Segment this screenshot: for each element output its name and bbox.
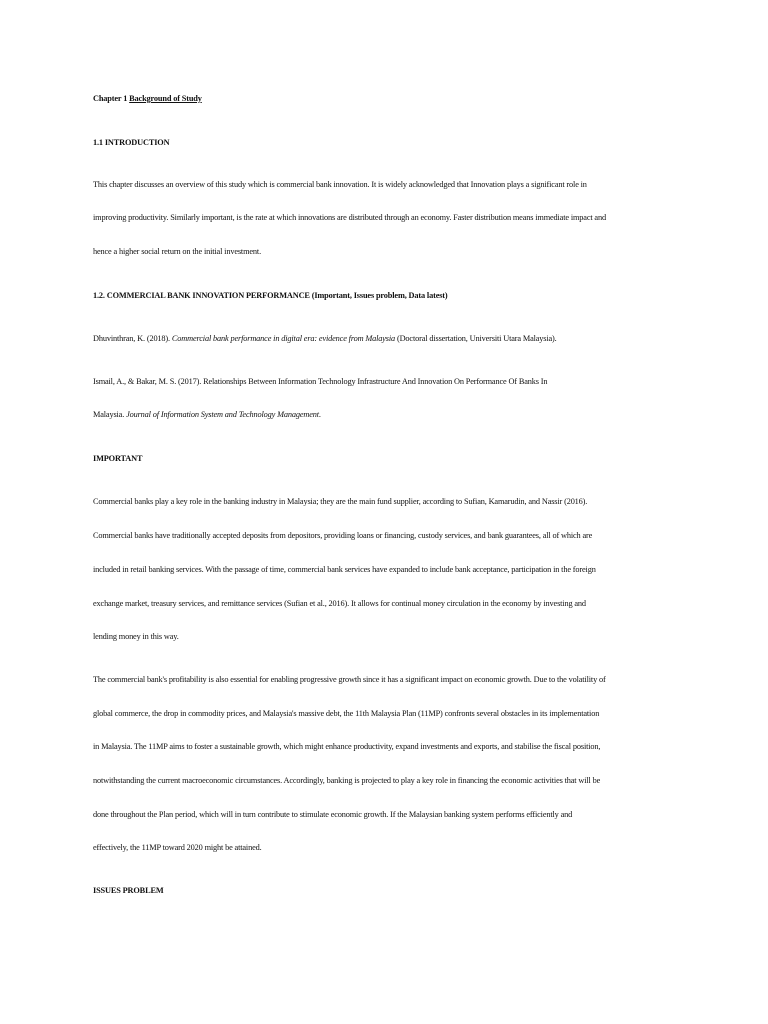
reference-2-end: . xyxy=(318,410,321,419)
reference-2-line-2 xyxy=(93,409,321,421)
reference-2-plain: Malaysia. xyxy=(93,410,127,419)
paragraph-line: Commercial banks have traditionally accepted deposits from depositors, providing loans or financing, custody services, and bank guarantees, all of which are xyxy=(93,531,593,540)
reference-1 xyxy=(93,333,557,345)
paragraph-line: hence a higher social return on the initial investment. xyxy=(93,247,262,256)
paragraph-line: included in retail banking services. With the passage of time, commercial bank services have expanded to include bank acceptance, participation in the foreign xyxy=(93,565,596,574)
paragraph-line: The commercial bank's profitability is also essential for enabling progressive growth since it has a significant impact on economic growth. Due to the volatility of xyxy=(93,675,606,684)
paragraph-line: notwithstanding the current macroeconomic circumstances. Accordingly, banking is projected to play a key role in financing the economic activities that will be xyxy=(93,776,601,785)
chapter-title: Background of Study xyxy=(129,94,202,103)
paragraph-line: lending money in this way. xyxy=(93,632,179,641)
section-heading-commercial-bank: 1.2. COMMERCIAL BANK INNOVATION PERFORMANCE (Important, Issues problem, Data latest) xyxy=(93,291,448,300)
paragraph-line: done throughout the Plan period, which will in turn contribute to stimulate economic growth. If the Malaysian banking system performs efficiently and xyxy=(93,810,573,819)
chapter-prefix: Chapter 1 xyxy=(93,94,130,103)
reference-2-journal: Journal of Information System and Technology Management xyxy=(126,410,319,419)
reference-1-rest: (Doctoral dissertation, Universiti Utara Malaysia). xyxy=(395,334,557,343)
reference-1-authors: Dhuvinthran, K. (2018). xyxy=(93,334,172,343)
section-heading-introduction: 1.1 INTRODUCTION xyxy=(93,138,170,147)
section-heading-issues-problem: ISSUES PROBLEM xyxy=(93,886,164,895)
paragraph-line: effectively, the 11MP toward 2020 might be attained. xyxy=(93,843,262,852)
reference-1-title: Commercial bank performance in digital era: evidence from Malaysia xyxy=(171,334,396,343)
reference-2-line-1: Ismail, A., & Bakar, M. S. (2017). Relationships Between Information Technology Infrastructure And Innovation On Performance Of Banks In xyxy=(93,377,548,386)
paragraph-line: Commercial banks play a key role in the banking industry in Malaysia; they are the main fund supplier, according to Sufian, Kamarudin, and Nassir (2016). xyxy=(93,497,588,506)
paragraph-line: exchange market, treasury services, and remittance services (Sufian et al., 2016). It allows for continual money circulation in the economy by investing and xyxy=(93,599,586,608)
chapter-heading xyxy=(93,93,202,105)
paragraph-line: global commerce, the drop in commodity prices, and Malaysia's massive debt, the 11th Malaysia Plan (11MP) confronts several obstacles in its implementation xyxy=(93,709,600,718)
paragraph-line: This chapter discusses an overview of this study which is commercial bank innovation. It is widely acknowledged that Innovation plays a significant role in xyxy=(93,180,587,189)
paragraph-line: in Malaysia. The 11MP aims to foster a sustainable growth, which might enhance productivity, expand investments and exports, and stabilise the fiscal position, xyxy=(93,742,601,751)
paragraph-line: improving productivity. Similarly important, is the rate at which innovations are distributed through an economy. Faster distribution means immediate impact and xyxy=(93,213,606,222)
section-heading-important: IMPORTANT xyxy=(93,454,143,463)
